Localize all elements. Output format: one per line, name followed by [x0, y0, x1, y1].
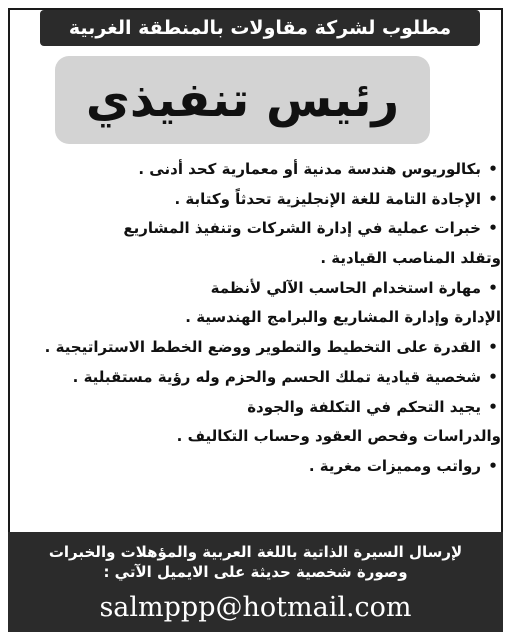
requirement-item [14, 333, 501, 363]
requirement-text: خبرات عملية في إدارة الشركات وتنفيذ المشاريع [123, 219, 481, 238]
requirement-item [14, 363, 501, 393]
requirement-item [14, 185, 501, 215]
requirement-text: شخصية قيادية تملك الحسم والحزم وله رؤية مستقبلية . [72, 367, 481, 386]
requirement-item [14, 452, 501, 482]
bullet-icon: • [488, 160, 498, 178]
requirement-text: الإدارة وإدارة المشاريع والبرامج الهندسية . [185, 308, 501, 327]
footer-instruction-2: وصورة شخصية حديثة على الايميل الآتي : [103, 563, 408, 581]
requirement-item [14, 274, 501, 304]
ad-header: مطلوب لشركة مقاولات بالمنطقة الغربية [40, 10, 480, 46]
requirement-continuation [14, 244, 501, 274]
bullet-icon: • [488, 219, 498, 238]
requirement-text: رواتب ومميزات مغرية . [308, 456, 481, 475]
bullet-icon: • [488, 456, 498, 475]
bullet-icon: • [488, 367, 498, 386]
bullet-icon: • [488, 278, 498, 297]
requirement-text: القدرة على التخطيط والتطوير ووضع الخطط الاستراتيجية . [44, 338, 481, 357]
requirement-continuation [14, 422, 501, 452]
bullet-icon: • [488, 338, 498, 357]
job-title: رئيس تنفيذي [55, 56, 430, 144]
requirement-item [14, 155, 501, 185]
requirement-item [14, 214, 501, 244]
requirement-text: الإجادة التامة للغة الإنجليزية تحدثاً وكتابة . [174, 189, 481, 208]
requirement-text: يجيد التحكم في التكلفة والجودة [247, 397, 481, 416]
requirements-list [14, 155, 501, 482]
requirement-text: وتقلد المناصب القيادية . [320, 249, 501, 268]
requirement-continuation [14, 303, 501, 333]
requirement-text: والدراسات وفحص العقود وحساب التكاليف . [176, 427, 501, 446]
contact-email[interactable]: salmppp@hotmail.com [99, 592, 412, 623]
contact-footer [8, 532, 503, 632]
bullet-icon: • [488, 189, 498, 208]
bullet-icon: • [488, 397, 498, 416]
requirement-text: بكالوريوس هندسة مدنية أو معمارية كحد أدنى . [138, 160, 481, 178]
footer-instruction: لإرسال السيرة الذاتية باللغة العربية والمؤهلات والخبرات [48, 543, 463, 561]
requirement-item [14, 393, 501, 423]
requirement-text: مهارة استخدام الحاسب الآلي لأنظمة [210, 278, 481, 297]
